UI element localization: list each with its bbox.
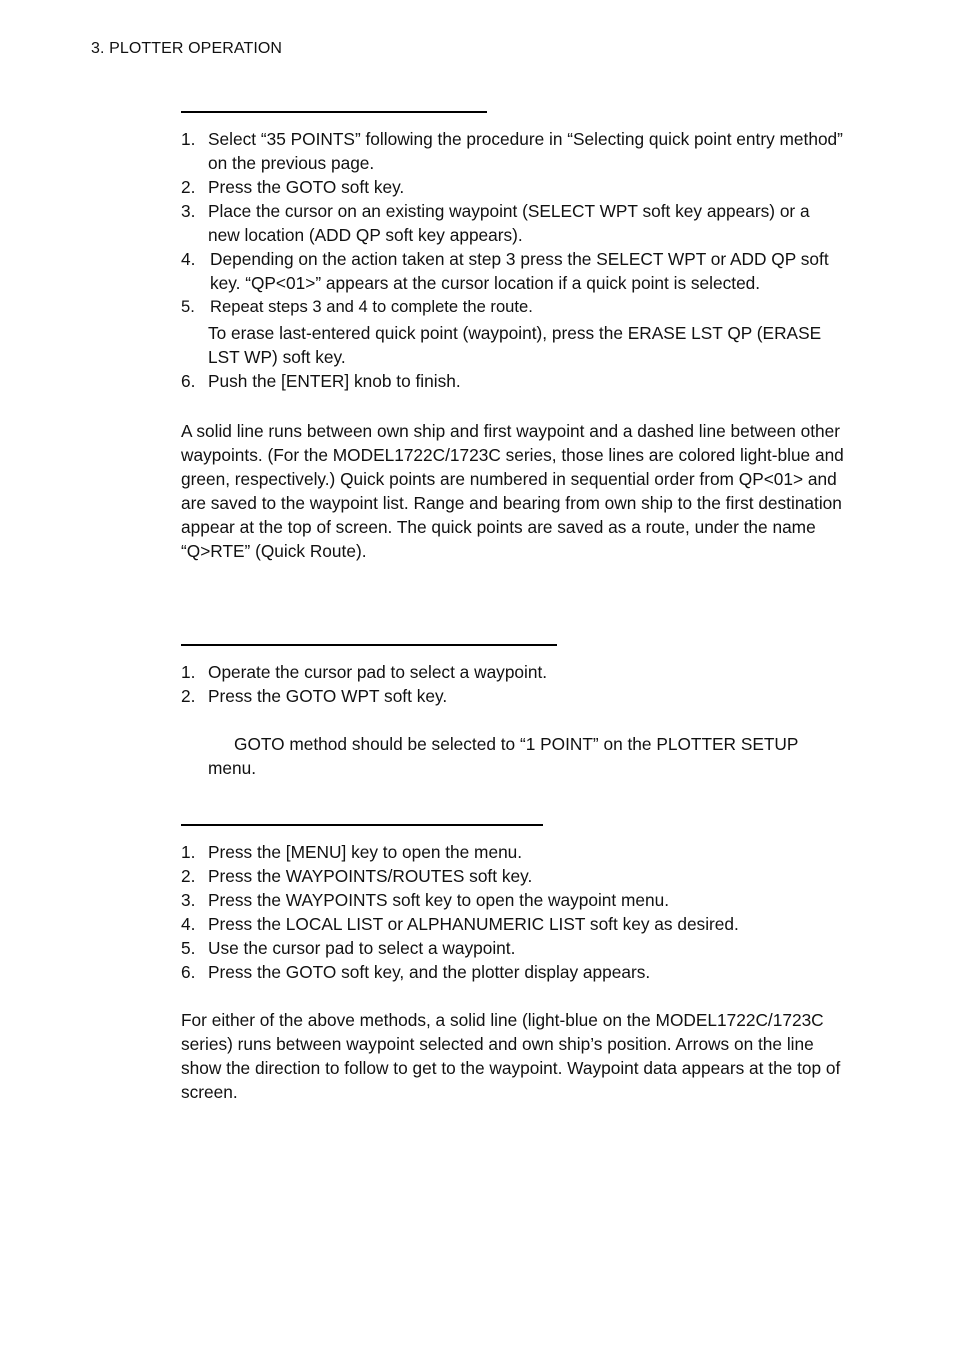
section-3-heading-rule [181, 824, 543, 826]
step-number: 6. [181, 371, 196, 391]
step-text: Depending on the action taken at step 3 press the SELECT WPT or ADD QP soft key. “QP<01>” appears at the cursor location if a quick point is selected. [210, 249, 829, 293]
list-item [181, 912, 846, 936]
step-number: 5. [181, 938, 196, 958]
step-note-text: To erase last-entered quick point (waypoint), press the ERASE LST QP (ERASE LST WP) soft key. [208, 323, 822, 367]
list-item [181, 888, 846, 912]
list-item [181, 660, 846, 684]
list-item [181, 864, 846, 888]
step-text: Select “35 POINTS” following the procedure in “Selecting quick point entry method” on the previous page. [208, 129, 843, 173]
step-number: 2. [181, 686, 196, 706]
step-text: Press the WAYPOINTS soft key to open the waypoint menu. [208, 890, 670, 910]
section-2-heading-rule [181, 644, 557, 646]
section-3-steps [181, 840, 846, 984]
step-number: 5. [181, 297, 195, 316]
list-item [181, 175, 846, 199]
section-3-paragraph: For either of the above methods, a solid line (light-blue on the MODEL1722C/1723C series) runs between waypoint selected and own ship’s position. Arrows on the line show the direction to follow to get to the waypoint. Waypoint data appears at the top of screen. [181, 1010, 841, 1102]
section-2-steps [181, 660, 846, 708]
step-number: 6. [181, 962, 196, 982]
step-text: Press the WAYPOINTS/ROUTES soft key. [208, 866, 533, 886]
list-item [181, 684, 846, 708]
list-item [181, 199, 846, 247]
list-item [181, 960, 846, 984]
step-number: 3. [181, 890, 196, 910]
step-number: 1. [181, 129, 196, 149]
list-item [181, 247, 846, 295]
step-note [181, 321, 846, 369]
list-item [181, 936, 846, 960]
running-header: 3. PLOTTER OPERATION [91, 40, 283, 57]
step-text: Press the GOTO WPT soft key. [208, 686, 448, 706]
section-1-heading-rule [181, 111, 487, 113]
step-number: 1. [181, 662, 196, 682]
section-1-paragraph: A solid line runs between own ship and first waypoint and a dashed line between other waypoints. (For the MODEL1722C/1723C series, those lines are colored light-blue and green, respectively.) Quick points are numbered in sequential order from QP<01> and are saved to the waypoint list. Range and bearing from own ship to the first destination appear at the top of screen. The quick points are saved as a route, under the name “Q>RTE” (Quick Route). [181, 421, 844, 561]
list-item [181, 295, 846, 319]
step-text: Use the cursor pad to select a waypoint. [208, 938, 516, 958]
step-number: 4. [181, 914, 196, 934]
list-item [181, 127, 846, 175]
list-item [181, 840, 846, 864]
step-text: Press the GOTO soft key, and the plotter display appears. [208, 962, 651, 982]
step-text: Press the LOCAL LIST or ALPHANUMERIC LIST soft key as desired. [208, 914, 739, 934]
section-2-note: GOTO method should be selected to “1 POINT” on the PLOTTER SETUP menu. [208, 734, 799, 778]
step-text: Place the cursor on an existing waypoint (SELECT WPT soft key appears) or a new location (ADD QP soft key appears). [208, 201, 810, 245]
step-number: 3. [181, 201, 196, 221]
step-text: Press the [MENU] key to open the menu. [208, 842, 523, 862]
step-number: 2. [181, 866, 196, 886]
step-text: Push the [ENTER] knob to finish. [208, 371, 461, 391]
step-text: Press the GOTO soft key. [208, 177, 405, 197]
step-text: Operate the cursor pad to select a waypoint. [208, 662, 548, 682]
step-number: 1. [181, 842, 196, 862]
section-1-steps [181, 127, 846, 393]
step-text: Repeat steps 3 and 4 to complete the route. [210, 297, 533, 316]
list-item [181, 369, 846, 393]
step-number: 2. [181, 177, 196, 197]
step-number: 4. [181, 249, 196, 269]
